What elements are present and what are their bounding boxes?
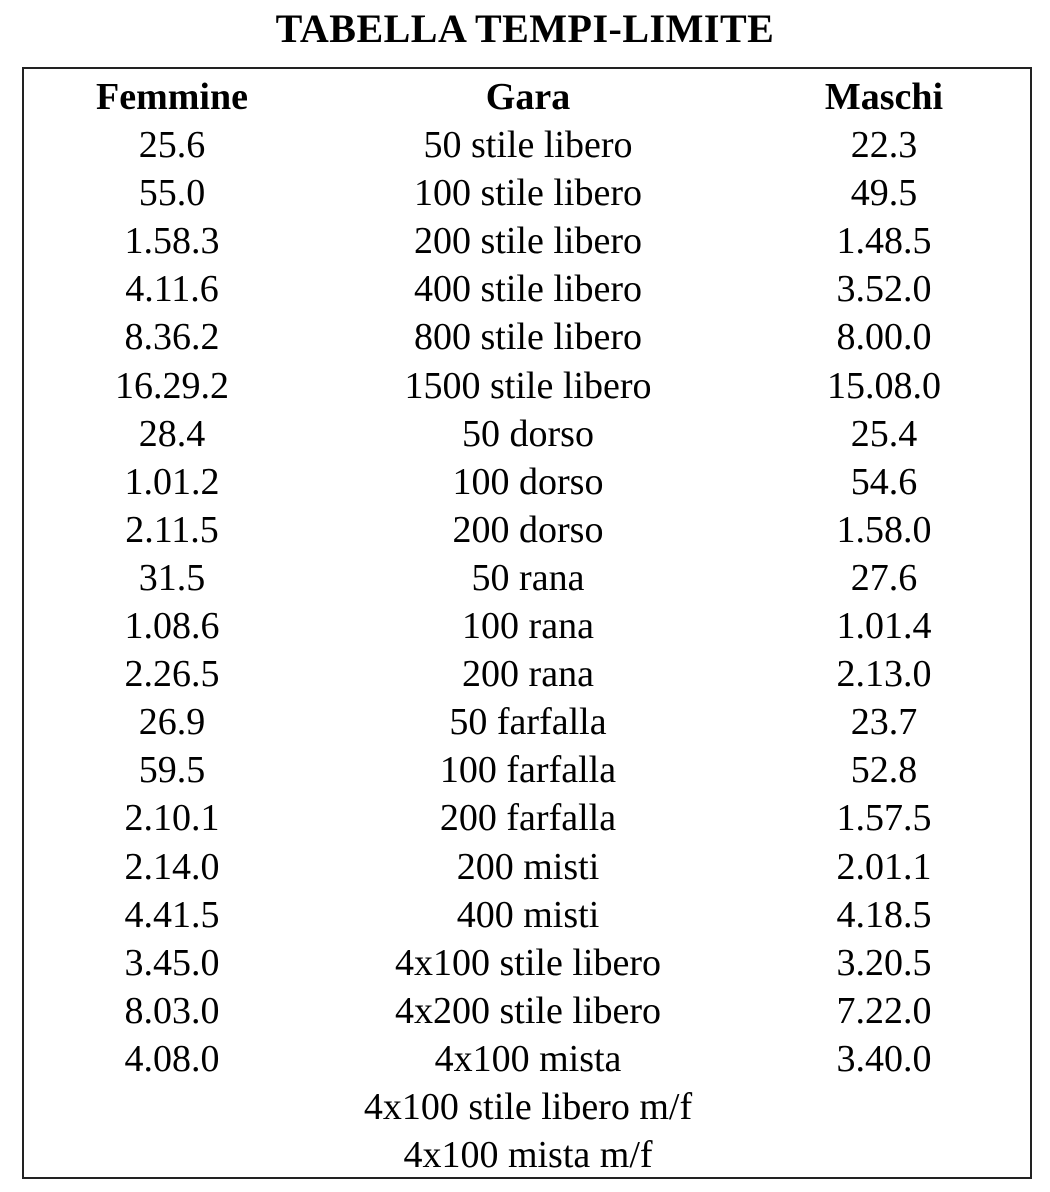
- cell-maschi: [784, 1083, 984, 1131]
- cell-femmine: 31.5: [138, 556, 206, 599]
- table-row: [24, 650, 1030, 698]
- cell-maschi: 1.48.5: [836, 220, 932, 263]
- cell-maschi: 4.18.5: [836, 893, 932, 936]
- cell-gara: 50 dorso: [462, 412, 594, 455]
- cell-femmine: 4.41.5: [124, 893, 220, 936]
- cell-femmine: 4.08.0: [124, 1037, 220, 1080]
- cell-maschi: 3.40.0: [836, 1037, 932, 1080]
- header-maschi: Maschi: [824, 76, 944, 118]
- cell-maschi: 7.22.0: [836, 989, 932, 1032]
- cell-maschi: 8.00.0: [836, 316, 932, 359]
- cell-maschi: 54.6: [850, 460, 918, 503]
- cell-femmine: 2.26.5: [124, 653, 220, 696]
- cell-femmine: 3.45.0: [124, 941, 220, 984]
- cell-maschi: 27.6: [850, 556, 918, 599]
- cell-maschi: 1.57.5: [836, 797, 932, 840]
- cell-maschi: 3.20.5: [836, 941, 932, 984]
- cell-femmine: 8.03.0: [124, 989, 220, 1032]
- table-row: [24, 169, 1030, 217]
- cell-gara: 400 misti: [456, 893, 600, 936]
- cell-maschi: 1.58.0: [836, 508, 932, 551]
- cell-gara: 200 rana: [462, 653, 594, 696]
- cell-femmine: 28.4: [138, 412, 206, 455]
- cell-femmine: 16.29.2: [115, 364, 229, 407]
- cell-maschi: 25.4: [850, 412, 918, 455]
- table-row: [24, 987, 1030, 1035]
- table-row: [24, 891, 1030, 939]
- cell-maschi: 22.3: [850, 124, 918, 166]
- cell-femmine: 1.08.6: [124, 605, 220, 647]
- cell-femmine: 2.11.5: [125, 508, 219, 551]
- cell-gara: 50 rana: [471, 556, 585, 599]
- table-row: [24, 939, 1030, 987]
- table-row: [24, 1083, 1030, 1131]
- cell-gara: 800 stile libero: [414, 316, 642, 359]
- cell-gara: 100 stile libero: [414, 172, 642, 215]
- cell-gara: 200 farfalla: [439, 797, 617, 840]
- table-row: [24, 554, 1030, 602]
- cell-gara: 4x100 mista m/f: [403, 1134, 653, 1177]
- header-gara: Gara: [485, 76, 571, 118]
- cell-gara: 1500 stile libero: [404, 364, 652, 407]
- cell-gara: 50 farfalla: [449, 701, 607, 744]
- cell-gara: 4x200 stile libero: [395, 989, 661, 1032]
- cell-femmine: 4.11.6: [125, 268, 219, 311]
- cell-gara: 4x100 stile libero: [395, 941, 661, 984]
- cell-femmine: 2.14.0: [124, 845, 220, 888]
- cell-femmine: 55.0: [138, 172, 206, 215]
- cell-gara: 4x100 mista: [434, 1037, 622, 1080]
- document-title: TABELLA TEMPI-LIMITE: [275, 6, 775, 51]
- cell-gara: 100 dorso: [452, 460, 604, 503]
- cell-gara: 200 dorso: [452, 508, 604, 551]
- cell-gara: 4x100 stile libero m/f: [363, 1086, 693, 1128]
- cell-gara: 100 farfalla: [439, 749, 617, 792]
- cell-maschi: 52.8: [850, 749, 918, 792]
- table-row: [24, 843, 1030, 891]
- table-row: [24, 698, 1030, 746]
- cell-femmine: 26.9: [138, 701, 206, 744]
- cell-femmine: 1.01.2: [124, 460, 220, 503]
- cell-maschi: 2.13.0: [836, 653, 932, 696]
- cell-maschi: 23.7: [850, 701, 918, 744]
- table-row: [24, 265, 1030, 313]
- table-row: [24, 458, 1030, 506]
- table-row: [24, 506, 1030, 554]
- cell-femmine: 59.5: [138, 749, 206, 792]
- table-row: [24, 313, 1030, 361]
- cell-femmine: [72, 1131, 272, 1179]
- table-row: [24, 794, 1030, 842]
- table-row: [24, 362, 1030, 410]
- cell-femmine: 1.58.3: [124, 220, 220, 263]
- cell-gara: 100 rana: [462, 605, 594, 647]
- cell-gara: 200 misti: [456, 845, 600, 888]
- cell-maschi: 2.01.1: [836, 845, 932, 888]
- table-header-row: [24, 73, 1030, 121]
- cell-maschi: [784, 1131, 984, 1179]
- cell-maschi: 49.5: [850, 172, 918, 215]
- table-row: [24, 410, 1030, 458]
- table-row: [24, 1131, 1030, 1179]
- table-row: [24, 602, 1030, 650]
- cell-maschi: 15.08.0: [827, 364, 941, 407]
- header-femmine: Femmine: [96, 76, 248, 118]
- table-row: [24, 121, 1030, 169]
- cell-femmine: 8.36.2: [124, 316, 220, 359]
- table-row: [24, 1035, 1030, 1083]
- table-row: [24, 217, 1030, 265]
- cell-femmine: [72, 1083, 272, 1131]
- cell-gara: 50 stile libero: [423, 124, 633, 166]
- cell-femmine: 25.6: [138, 124, 206, 166]
- cell-maschi: 3.52.0: [836, 268, 932, 311]
- cell-maschi: 1.01.4: [836, 605, 932, 647]
- time-limits-table: [22, 67, 1032, 1179]
- cell-gara: 400 stile libero: [414, 268, 642, 311]
- cell-femmine: 2.10.1: [124, 797, 220, 840]
- table-row: [24, 746, 1030, 794]
- cell-gara: 200 stile libero: [414, 220, 642, 263]
